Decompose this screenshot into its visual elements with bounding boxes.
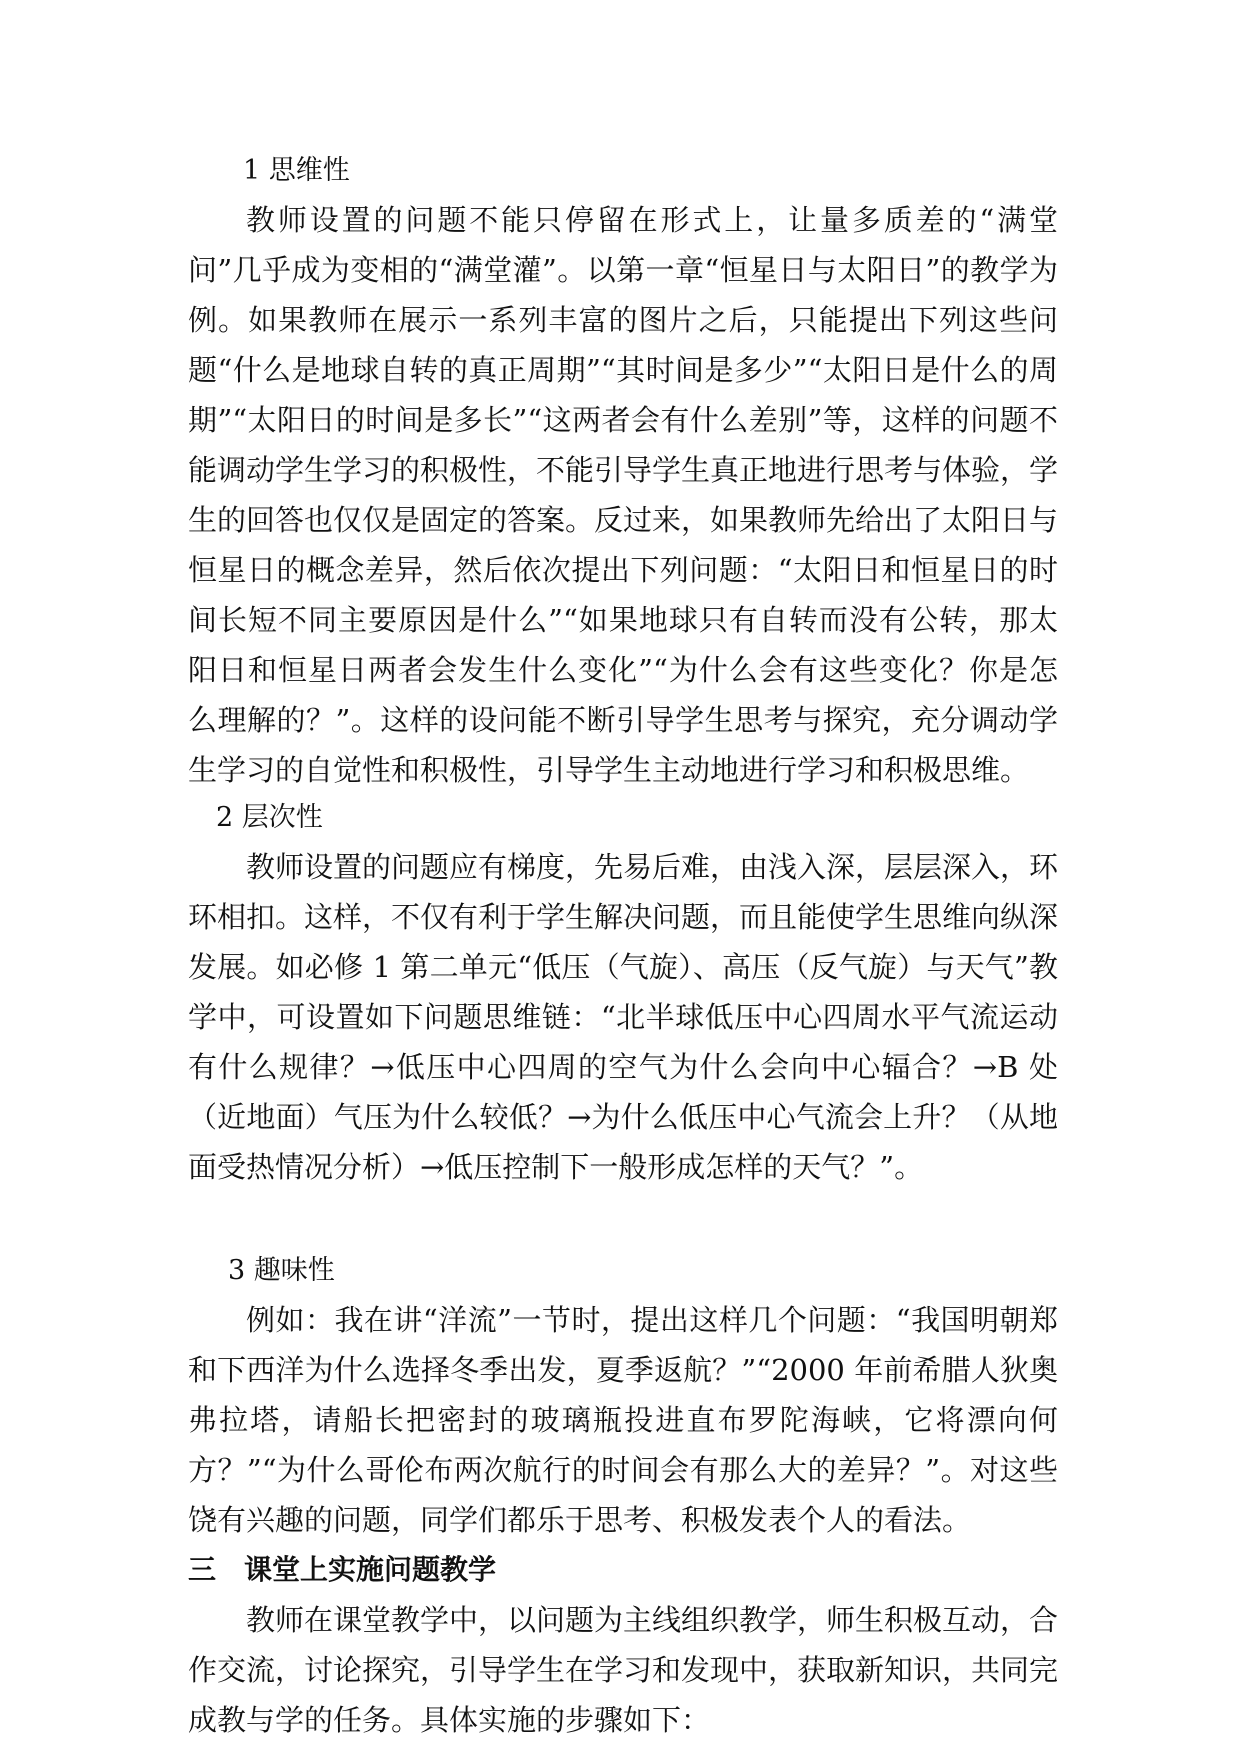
subheading-interest: 3 趣味性 [228,1255,335,1286]
section-number: 三 [188,1553,217,1586]
paragraph-hierarchy: 教师设置的问题应有梯度，先易后难，由浅入深，层层深入，环环相扣。这样，不仅有利于学生解决问题，而且能使学生思维向纵深发展。如必修 1 第二单元“低压（气旋）、高压（反气旋）与天气”教学中，可设置如下问题思维链：“北半球低压中心四周水平气流运动有什么规律？→低压中心四周的空气为什么会向中心辐合？→B 处（近地面）气压为什么较低？→为什么低压中心气流会上升？（从地面受热情况分析）→低压控制下一般形成怎样的天气？”。 [188,850,1059,1184]
paragraph-implementation: 教师在课堂教学中，以问题为主线组织教学，师生积极互动，合作交流，讨论探究，引导学生在学习和发现中，获取新知识，共同完成教与学的任务。具体实施的步骤如下： [188,1603,1059,1737]
section-heading-three [188,1545,1058,1595]
subheading-hierarchy: 2 层次性 [216,802,323,833]
paragraph-thinking: 教师设置的问题不能只停留在形式上，让量多质差的“满堂问”几乎成为变相的“满堂灌”。以第一章“恒星日与太阳日”的教学为例。如果教师在展示一系列丰富的图片之后，只能提出下列这些问题“什么是地球自转的真正周期”“其时间是多少”“太阳日是什么的周期”“太阳日的时间是多长”“这两者会有什么差别”等，这样的问题不能调动学生学习的积极性，不能引导学生真正地进行思考与体验，学生的回答也仅仅是固定的答案。反过来，如果教师先给出了太阳日与恒星日的概念差异，然后依次提出下列问题：“太阳日和恒星日的时间长短不同主要原因是什么”“如果地球只有自转而没有公转，那太阳日和恒星日两者会发生什么变化”“为什么会有这些变化？你是怎么理解的？”。这样的设问能不断引导学生思考与探究，充分调动学生学习的自觉性和积极性，引导学生主动地进行学习和积极思维。 [188,203,1059,787]
subheading-thinking: 1 思维性 [243,155,350,186]
document-page [188,150,1058,1745]
section-title: 课堂上实施问题教学 [244,1553,497,1586]
paragraph-interest: 例如：我在讲“洋流”一节时，提出这样几个问题：“我国明朝郑和下西洋为什么选择冬季出发，夏季返航？”“2000 年前希腊人狄奥弗拉塔，请船长把密封的玻璃瓶投进直布罗陀海峡，它将漂向何方？”“为什么哥伦布两次航行的时间会有那么大的差异？”。对这些饶有兴趣的问题，同学们都乐于思考、积极发表个人的看法。 [188,1303,1058,1537]
